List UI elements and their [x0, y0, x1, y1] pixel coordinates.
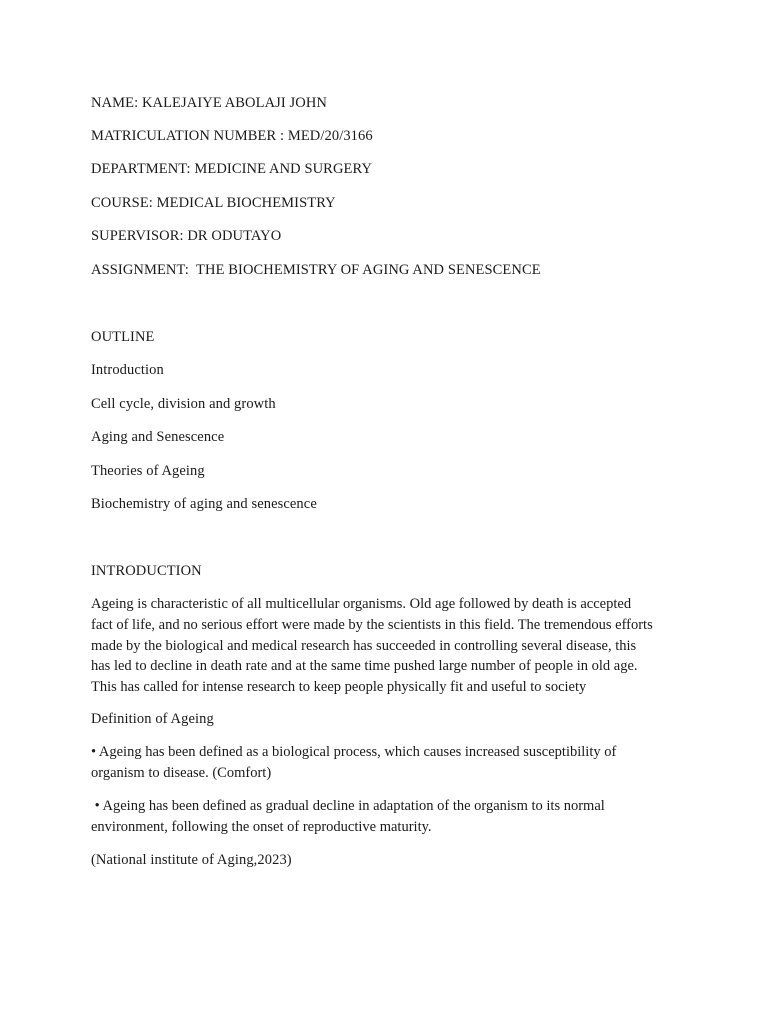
paragraph-line: fact of life, and no serious effort were made by the scientists in this field. The tremendous efforts [91, 616, 653, 633]
definition-bullet-comfort [91, 742, 691, 784]
paragraph-line: has led to decline in death rate and at the same time pushed large number of people in old age. [91, 658, 638, 675]
bullet-line: environment, following the onset of reproductive maturity. [91, 818, 432, 835]
citation: (National institute of Aging,2023) [91, 852, 292, 868]
bullet-line: • Ageing has been defined as gradual decline in adaptation of the organism to its normal [91, 798, 605, 814]
bullet-line: • Ageing has been defined as a biological process, which causes increased susceptibility of [91, 744, 617, 760]
outline-heading: OUTLINE [91, 329, 155, 345]
paragraph-line: Ageing is characteristic of all multicellular organisms. Old age followed by death is accepted [91, 596, 632, 612]
definition-bullet-adaptation [91, 796, 691, 838]
paragraph-line: made by the biological and medical research has succeeded in controlling several disease, this [91, 637, 637, 654]
course: COURSE: MEDICAL BIOCHEMISTRY [91, 195, 336, 211]
introduction-paragraph [91, 594, 691, 698]
assignment-title: ASSIGNMENT: THE BIOCHEMISTRY OF AGING AND SENESCENCE [91, 262, 541, 278]
student-name: NAME: KALEJAIYE ABOLAJI JOHN [91, 95, 327, 111]
supervisor: SUPERVISOR: DR ODUTAYO [91, 228, 282, 244]
outline-item-biochemistry: Biochemistry of aging and senescence [91, 496, 317, 512]
outline-item-introduction: Introduction [91, 362, 164, 378]
bullet-line: organism to disease. (Comfort) [91, 764, 272, 781]
matriculation-number: MATRICULATION NUMBER : MED/20/3166 [91, 128, 373, 144]
department: DEPARTMENT: MEDICINE AND SURGERY [91, 161, 373, 177]
outline-item-aging-senescence: Aging and Senescence [91, 429, 225, 445]
paragraph-line: This has called for intense research to keep people physically fit and useful to society [91, 679, 587, 696]
definition-heading: Definition of Ageing [91, 711, 214, 727]
outline-item-cell-cycle: Cell cycle, division and growth [91, 396, 276, 412]
outline-item-theories: Theories of Ageing [91, 463, 205, 479]
introduction-heading: INTRODUCTION [91, 563, 202, 579]
